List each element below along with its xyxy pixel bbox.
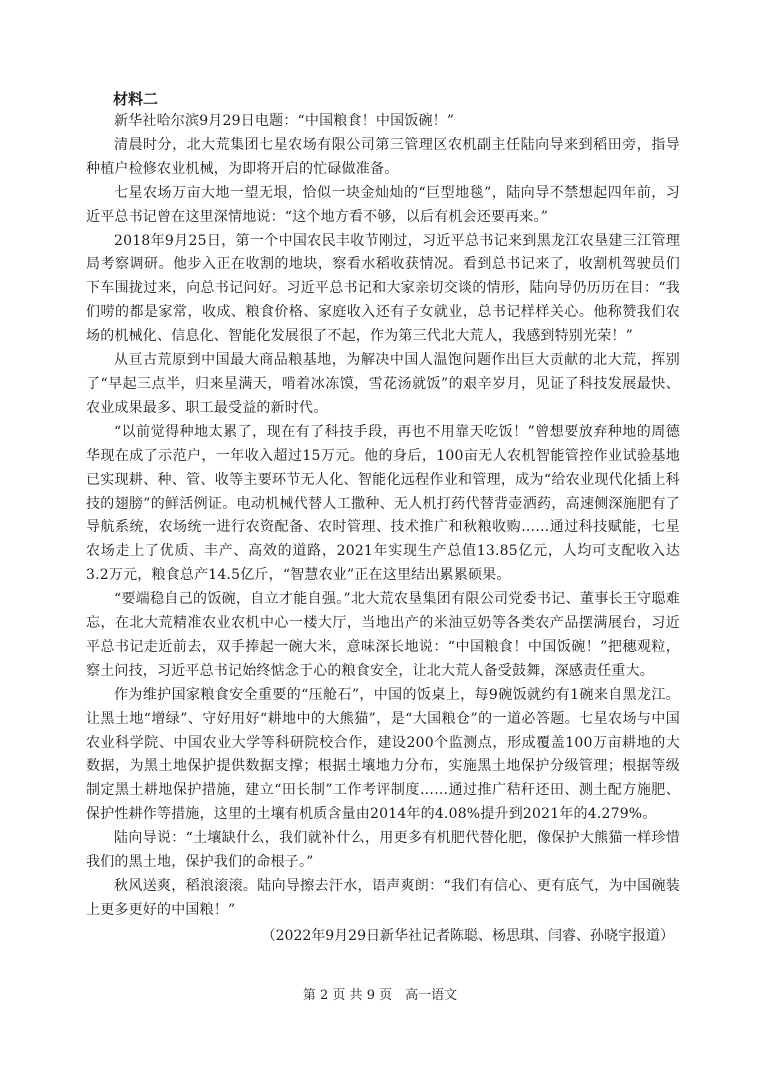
source-attribution: （2022年9月29日新华社记者陈聪、杨思琪、闫睿、孙晓宇报道） — [261, 927, 674, 944]
paragraph-9: 秋风送爽，稻浪滚滚。陆向导擦去汗水，语声爽朗：“我们有信心、更有底气，为中国碗装上更多更好的中国粮！” — [86, 878, 680, 918]
paragraph-6: “要端稳自己的饭碗，自立才能自强。”北大荒农垦集团有限公司党委书记、董事长王守聪难忘，在北大荒精准农业农机中心一楼大厅，当地出产的米油豆奶等各类农产品摆满展台，习近平总书记走近前去，双手捧起一碗大米，意味深长地说：“中国粮食！中国饭碗！”把穗观粒，察土问技，习近平总书记始终惦念于心的粮食安全，让北大荒人备受鼓舞，深感责任重大。 — [86, 591, 680, 679]
paragraph-2: 七星农场万亩大地一望无垠，恰似一块金灿灿的“巨型地毯”，陆向导不禁想起四年前，习近平总书记曾在这里深情地说：“这个地方看不够，以后有机会还要再来。” — [86, 184, 680, 225]
paragraph-3: 2018年9月25日，第一个中国农民丰收节刚过，习近平总书记来到黑龙江农垦建三江管理局考察调研。他步入正在收割的地块，察看水稻收获情况。看到总书记来了，收割机驾驶员们下车围拢过来，向总书记问好。习近平总书记和大家亲切交谈的情形，陆向导仍历历在目：“我们唠的都是家常，收成、粮食价格、家庭收入还有子女就业，总书记样样关心。他称赞我们农场的机械化、信息化、智能化发展很了不起，作为第三代北大荒人，我感到特别光荣！” — [86, 232, 680, 345]
paragraph-7: 作为维护国家粮食安全重要的“压舱石”，中国的饭桌上，每9碗饭就约有1碗来自黑龙江。让黑土地“增绿”、守好用好“耕地中的大熊猫”，是“大国粮仓”的一道必答题。七星农场与中国农业科学院、中国农业大学等科研院校合作，建设200个监测点，形成覆盖100万亩耕地的大数据，为黑土地保护提供数据支撑；根据土壤地力分布，实施黑土地保护分级管理；根据等级制定黑土耕地保护措施，建立“田长制”工作考评制度……通过推广秸秆还田、测土配方施肥、保护性耕作等措施，这里的土壤有机质含量由2014年的4.08%提升到2021年的4.279%。 — [86, 686, 680, 823]
paragraph-8: 陆向导说：“土壤缺什么，我们就补什么，用更多有机肥代替化肥，像保护大熊猫一样珍惜我们的黑土地，保护我们的命根子。” — [86, 830, 680, 871]
article-body — [86, 89, 680, 947]
paragraph-5: “以前觉得种地太累了，现在有了科技手段，再也不用靠天吃饭！”曾想要放弃种地的周德华现在成了示范户，一年收入超过15万元。他的身后，100亩无人农机智能管控作业试验基地已实现耕、种、管、收等主要环节无人化、智能化远程作业和管理，成为“给农业现代化插上科技的翅膀”的鲜活例证。电动机械代替人工撒种、无人机打药代替背壶洒药，高速侧深施肥有了导航系统，农场统一进行农资配备、农时管理、技术推广和秋粮收购……通过科技赋能，七星农场走上了优质、丰产、高效的道路，2021年实现生产总值13.85亿元，人均可支配收入达3.2万元，粮食总产14.5亿斤，“智慧农业”正在这里结出累累硕果。 — [86, 423, 680, 584]
paragraph-dateline: 新华社哈尔滨9月29日电题：“中国粮食！中国饭碗！” — [114, 113, 455, 129]
paragraph-4: 从亘古荒原到中国最大商品粮基地，为解决中国人温饱问题作出巨大贡献的北大荒，挥别了“早起三点半，归来星满天，啃着冰冻馍，雪花汤就饭”的艰辛岁月，见证了科技发展最快、农业成果最多、职工最受益的新时代。 — [86, 352, 680, 416]
section-title: 材料二 — [113, 90, 159, 108]
paragraph-1: 清晨时分，北大荒集团七星农场有限公司第三管理区农机副主任陆向导来到稻田旁，指导种植户检修农业机械，为即将开启的忙碌做准备。 — [86, 136, 680, 177]
page-footer: 第 2 页 共 9 页 高一语文 — [302, 988, 458, 1003]
